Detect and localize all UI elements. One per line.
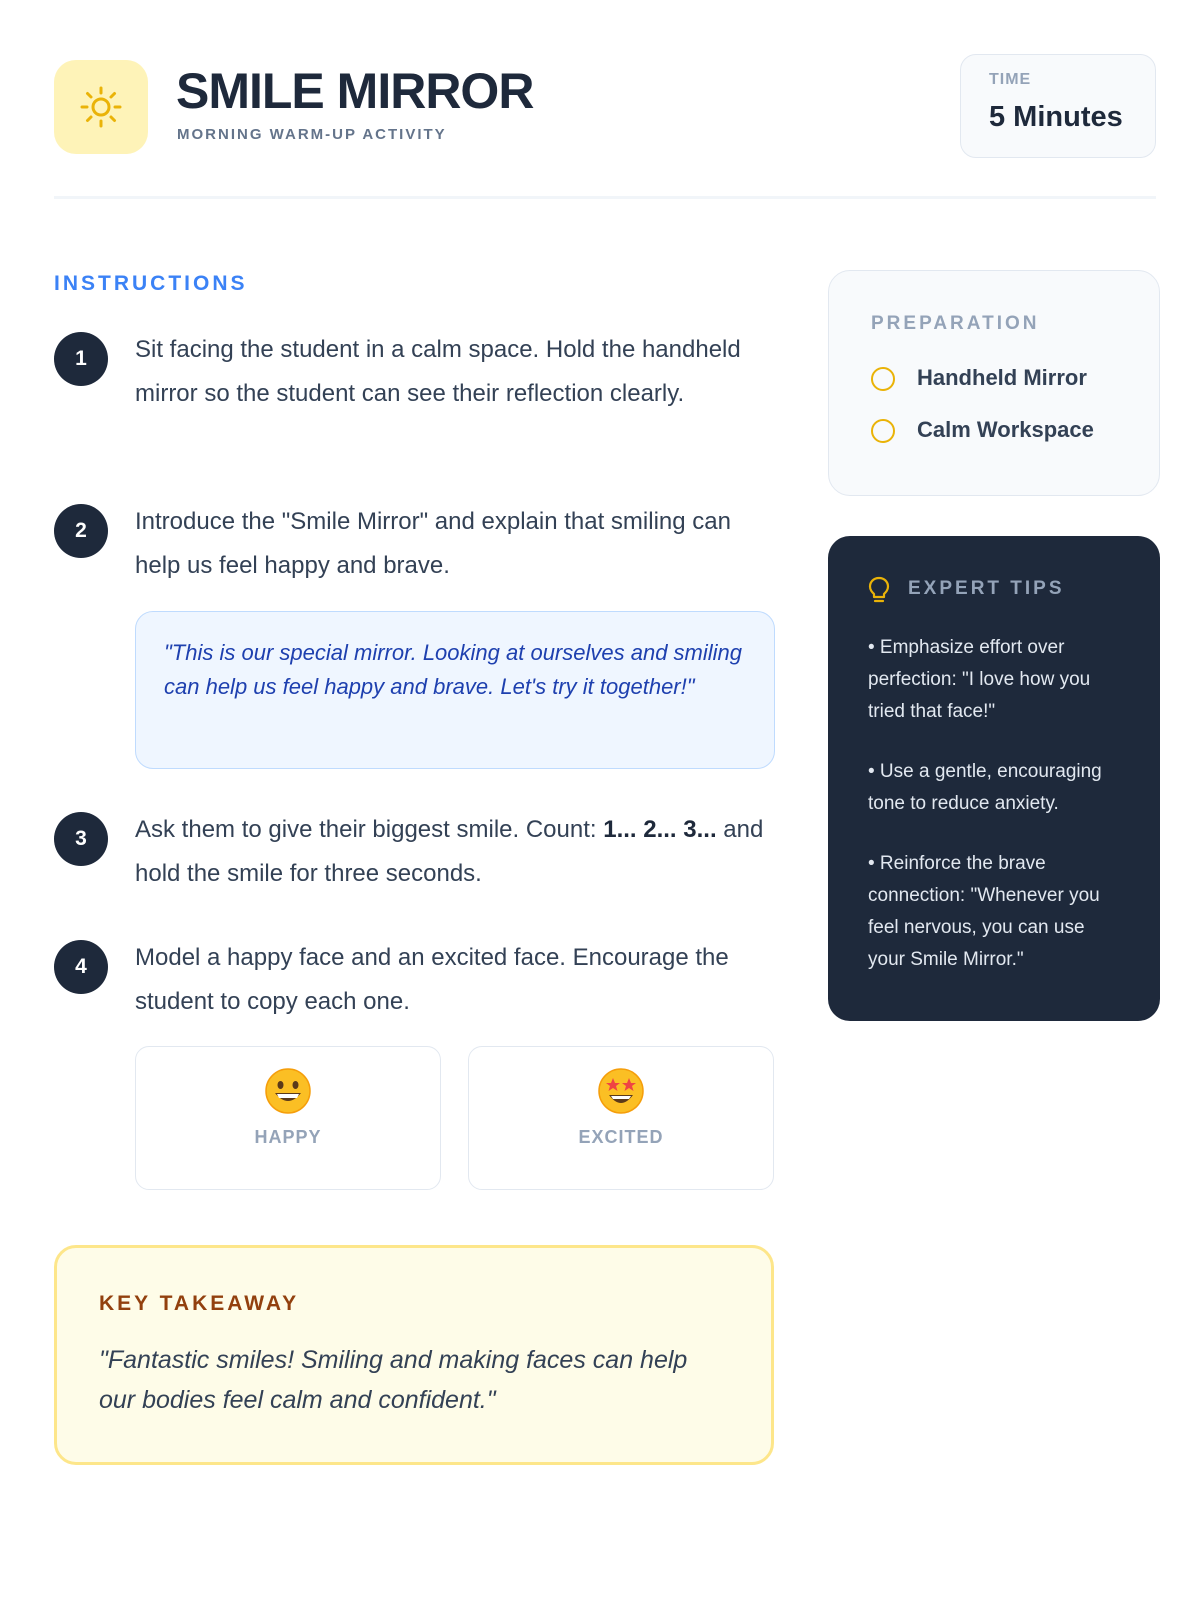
face-label: HAPPY <box>254 1127 322 1147</box>
page-header <box>54 54 1156 158</box>
star-struck-face-icon <box>597 1067 645 1115</box>
tip-item: • Reinforce the brave connection: "Whenever you feel nervous, you can use your Smile Mirror." <box>868 853 1100 970</box>
checkbox-circle-icon[interactable] <box>871 419 895 443</box>
step-number: 2 <box>54 504 108 558</box>
step-number: 4 <box>54 940 108 994</box>
count-text: 1... 2... 3... <box>603 816 717 843</box>
preparation-item-label: Handheld Mirror <box>917 365 1087 390</box>
instructions-heading: INSTRUCTIONS <box>54 272 248 295</box>
checkbox-circle-icon[interactable] <box>871 367 895 391</box>
face-card-happy <box>135 1046 441 1190</box>
key-takeaway-box <box>54 1245 774 1465</box>
lightbulb-icon <box>868 576 890 604</box>
tip-item: • Use a gentle, encouraging tone to reduce anxiety. <box>868 761 1102 814</box>
step-text: Model a happy face and an excited face. Encourage the student to copy each one. <box>135 944 729 1015</box>
time-label: TIME <box>989 71 1032 88</box>
tip-item: • Emphasize effort over perfection: "I love how you tried that face!" <box>868 637 1091 722</box>
face-card-excited <box>468 1046 774 1190</box>
expert-tips-card <box>828 536 1160 1021</box>
step-text: Sit facing the student in a calm space. Hold the handheld mirror so the student can see their reflection clearly. <box>135 336 741 407</box>
preparation-card <box>828 270 1160 496</box>
preparation-title: PREPARATION <box>871 313 1040 334</box>
grinning-face-icon <box>264 1067 312 1115</box>
header-divider <box>54 196 1156 199</box>
page-subtitle: MORNING WARM-UP ACTIVITY <box>177 126 447 143</box>
step-text-part: Ask them to give their biggest smile. Count: <box>135 816 604 843</box>
time-badge <box>960 54 1156 158</box>
step-number: 1 <box>54 332 108 386</box>
preparation-item[interactable] <box>871 365 1159 391</box>
script-quote: "This is our special mirror. Looking at ourselves and smiling can help us feel happy and brave. Let's try it together!" <box>135 611 775 769</box>
takeaway-title: KEY TAKEAWAY <box>99 1292 300 1315</box>
preparation-item[interactable] <box>871 417 1159 443</box>
step-text-part: and hold the smile for three seconds. <box>135 816 764 887</box>
face-label: EXCITED <box>578 1127 664 1147</box>
time-value: 5 Minutes <box>989 101 1123 133</box>
takeaway-quote: "Fantastic smiles! Smiling and making faces can help our bodies feel calm and confident." <box>99 1346 688 1414</box>
step-number: 3 <box>54 812 108 866</box>
step-text: Introduce the "Smile Mirror" and explain that smiling can help us feel happy and brave. <box>135 508 731 579</box>
preparation-item-label: Calm Workspace <box>917 417 1094 442</box>
step-text <box>135 808 775 896</box>
tips-title: EXPERT TIPS <box>908 578 1065 599</box>
page-title: SMILE MIRROR <box>176 63 534 119</box>
tips-header <box>868 576 1126 604</box>
sun-icon <box>54 60 148 154</box>
